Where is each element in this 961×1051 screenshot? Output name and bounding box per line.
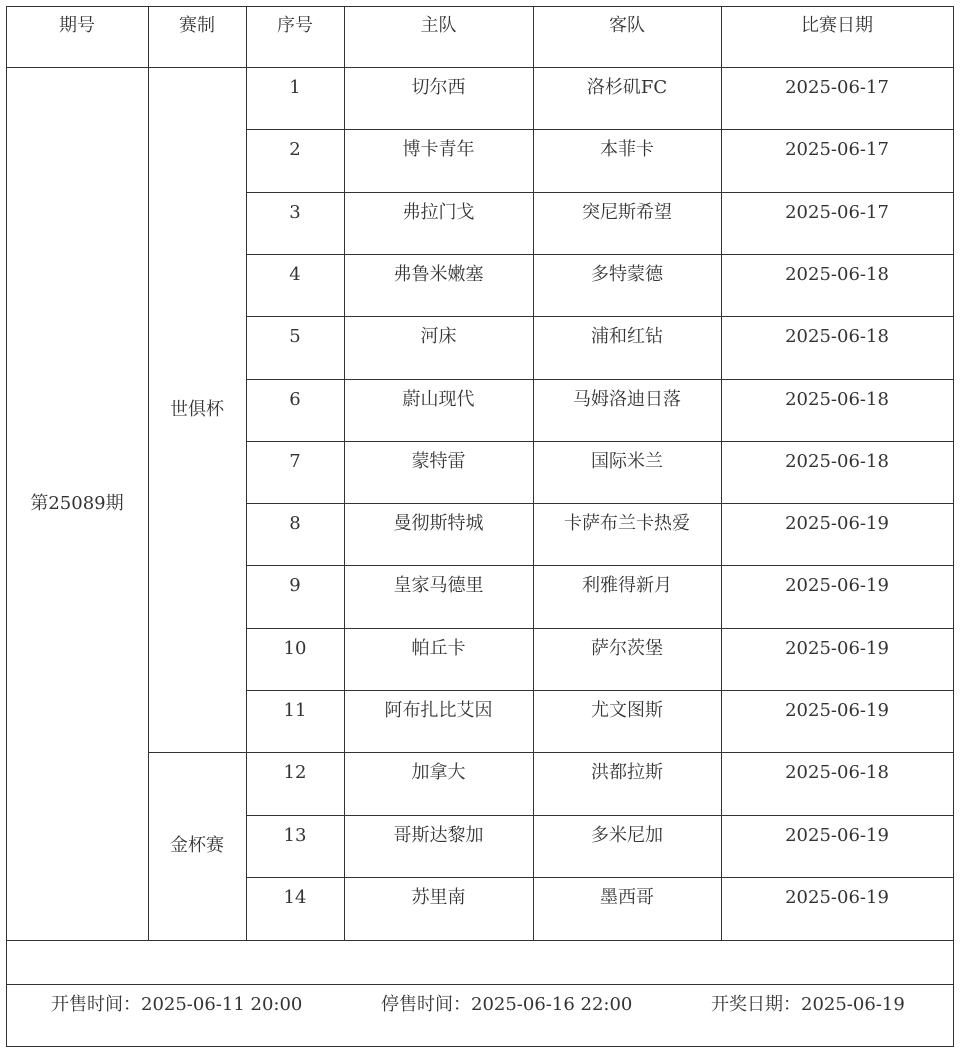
home-team: 博卡青年	[402, 139, 475, 160]
home-team: 河床	[420, 326, 457, 347]
blank-row-bottom-border	[6, 984, 954, 985]
home-team: 弗拉门戈	[402, 202, 475, 223]
away-team: 多米尼加	[591, 825, 663, 846]
grid-line	[148, 67, 149, 941]
home-team: 苏里南	[411, 887, 466, 908]
match-number: 12	[283, 762, 307, 783]
match-date: 2025-06-18	[785, 326, 889, 347]
group-separator	[148, 752, 247, 753]
match-date: 2025-06-17	[785, 139, 889, 160]
away-team: 萨尔茨堡	[591, 638, 663, 659]
match-number: 14	[283, 887, 307, 908]
away-team: 本菲卡	[600, 139, 654, 160]
match-number: 11	[283, 700, 307, 721]
match-number: 4	[289, 264, 301, 285]
sale-start-time: 开售时间：2025-06-11 20:00	[51, 994, 303, 1015]
match-number: 10	[283, 638, 307, 659]
match-date: 2025-06-18	[785, 451, 889, 472]
home-team: 曼彻斯特城	[393, 513, 484, 534]
competition-name: 世俱杯	[170, 399, 224, 420]
draw-date: 开奖日期：2025-06-19	[711, 994, 905, 1015]
row-separator	[246, 441, 954, 442]
match-number: 8	[289, 513, 301, 534]
issue-number: 第25089期	[30, 493, 124, 514]
match-date: 2025-06-19	[785, 575, 889, 596]
away-team: 浦和红钻	[591, 326, 663, 347]
home-team: 阿布扎比艾因	[384, 700, 493, 721]
header-home: 主队	[420, 15, 457, 36]
away-team: 卡萨布兰卡热爱	[564, 513, 690, 534]
home-team: 加拿大	[411, 762, 466, 783]
grid-line	[344, 67, 345, 941]
home-team: 帕丘卡	[411, 638, 466, 659]
match-date: 2025-06-19	[785, 887, 889, 908]
match-date: 2025-06-18	[785, 762, 889, 783]
row-separator	[246, 565, 954, 566]
header-away: 客队	[609, 15, 645, 36]
row-separator	[246, 690, 954, 691]
grid-line	[533, 67, 534, 941]
match-number: 7	[289, 451, 301, 472]
row-separator	[246, 192, 954, 193]
match-number: 6	[289, 389, 301, 410]
row-separator	[246, 254, 954, 255]
row-separator	[246, 316, 954, 317]
header-issue: 期号	[59, 15, 95, 36]
match-date: 2025-06-18	[785, 264, 889, 285]
match-number: 5	[289, 326, 301, 347]
away-team: 尤文图斯	[591, 700, 663, 721]
home-team: 皇家马德里	[393, 575, 484, 596]
row-separator	[246, 628, 954, 629]
match-date: 2025-06-19	[785, 825, 889, 846]
home-team: 弗鲁米嫩塞	[393, 264, 484, 285]
match-number: 2	[289, 139, 301, 160]
away-team: 墨西哥	[600, 887, 654, 908]
sale-stop-time: 停售时间：2025-06-16 22:00	[381, 994, 633, 1015]
match-date: 2025-06-19	[785, 700, 889, 721]
row-separator	[246, 379, 954, 380]
match-date: 2025-06-19	[785, 513, 889, 534]
away-team: 马姆洛迪日落	[573, 389, 681, 410]
match-number: 9	[289, 575, 301, 596]
match-number: 3	[289, 202, 301, 223]
header-date: 比赛日期	[801, 15, 873, 36]
header-format: 赛制	[179, 15, 215, 36]
row-separator	[246, 129, 954, 130]
home-team: 蒙特雷	[411, 451, 466, 472]
match-date: 2025-06-18	[785, 389, 889, 410]
match-date: 2025-06-17	[785, 202, 889, 223]
home-team: 哥斯达黎加	[393, 825, 484, 846]
grid-line	[721, 67, 722, 941]
header-seq: 序号	[277, 15, 313, 36]
grid-line	[246, 67, 247, 941]
away-team: 洪都拉斯	[591, 762, 663, 783]
away-team: 多特蒙德	[591, 264, 663, 285]
row-separator	[246, 752, 954, 753]
home-team: 蔚山现代	[402, 389, 475, 410]
away-team: 洛杉矶FC	[586, 77, 668, 98]
match-number: 13	[283, 825, 307, 846]
match-number: 1	[289, 77, 301, 98]
row-separator	[246, 877, 954, 878]
row-separator	[246, 503, 954, 504]
row-separator	[246, 815, 954, 816]
competition-name: 金杯赛	[170, 835, 224, 856]
match-date: 2025-06-17	[785, 77, 889, 98]
away-team: 利雅得新月	[582, 575, 672, 596]
table-right-border	[953, 6, 954, 1047]
away-team: 突尼斯希望	[582, 202, 672, 223]
match-date: 2025-06-19	[785, 638, 889, 659]
home-team: 切尔西	[411, 77, 466, 98]
table-bottom-border	[6, 1046, 954, 1047]
away-team: 国际米兰	[591, 451, 663, 472]
table-left-border	[6, 6, 7, 1047]
